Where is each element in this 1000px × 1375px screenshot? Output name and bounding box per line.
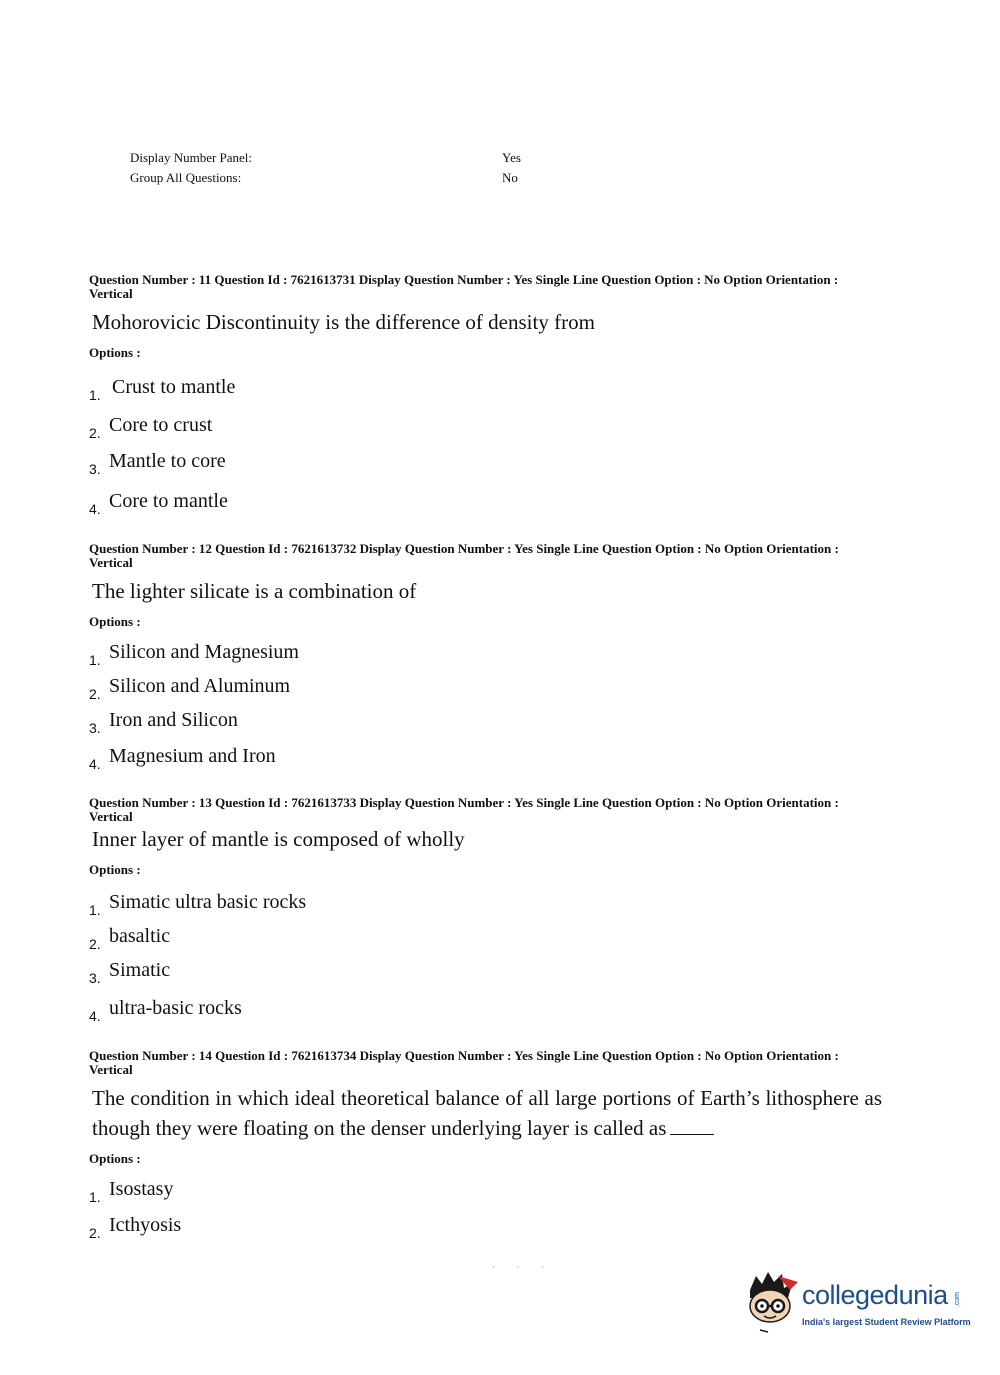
options-label: Options :	[89, 614, 141, 629]
question-meta: Question Number : 14 Question Id : 7621613734 Display Question Number : Yes Single Line Question Option : No Option Orientation : Vertical	[89, 1048, 839, 1077]
options-label: Options :	[89, 1151, 141, 1166]
option-item	[89, 437, 889, 477]
brand-name: collegedunia	[802, 1280, 948, 1310]
settings-row	[130, 148, 521, 168]
option-item	[89, 473, 889, 517]
mascot-icon	[742, 1268, 800, 1338]
brand-suffix: .com	[954, 1292, 961, 1308]
option-number: 2.	[89, 686, 101, 702]
question-text	[92, 1083, 882, 1143]
option-text: Core to crust	[109, 414, 213, 436]
option-item	[89, 1201, 889, 1241]
option-text: Simatic	[109, 959, 171, 981]
question-meta: Question Number : 13 Question Id : 7621613733 Display Question Number : Yes Single Line Question Option : No Option Orientation : Vertical	[89, 795, 839, 824]
brand-tagline: India's largest Student Review Platform	[802, 1317, 971, 1327]
option-number: 3.	[89, 720, 101, 736]
collegedunia-logo	[742, 1268, 972, 1338]
question-block-14	[89, 1048, 889, 1241]
option-text: Crust to mantle	[112, 376, 236, 398]
option-text: basaltic	[109, 925, 171, 947]
option-number: 1.	[89, 902, 101, 918]
option-item	[89, 399, 889, 441]
option-item	[89, 914, 889, 952]
option-number: 4.	[89, 756, 101, 772]
option-number: 1.	[89, 387, 101, 403]
option-item	[89, 630, 889, 668]
option-text: Magnesium and Iron	[109, 745, 276, 767]
question-meta: Question Number : 12 Question Id : 7621613732 Display Question Number : Yes Single Line Question Option : No Option Orientation : Vertical	[89, 541, 839, 570]
option-text: ultra-basic rocks	[109, 997, 242, 1019]
option-text: Simatic ultra basic rocks	[109, 891, 307, 913]
option-text: Silicon and Magnesium	[109, 641, 299, 663]
setting-value: Yes	[502, 150, 521, 165]
option-item	[89, 878, 889, 918]
option-number: 2.	[89, 936, 101, 952]
option-text: Icthyosis	[109, 1214, 182, 1236]
option-text: Silicon and Aluminum	[109, 675, 291, 697]
option-number: 1.	[89, 652, 101, 668]
option-item	[89, 664, 889, 702]
option-number: 4.	[89, 501, 101, 517]
exam-settings	[130, 148, 521, 188]
setting-value: No	[502, 170, 518, 185]
option-item	[89, 698, 889, 736]
option-number: 4.	[89, 1008, 101, 1024]
option-number: 2.	[89, 1225, 101, 1241]
options-label: Options :	[89, 862, 141, 877]
option-text: Core to mantle	[109, 490, 228, 512]
question-text: Mohorovicic Discontinuity is the difference of density from	[92, 310, 595, 334]
answer-blank	[670, 1116, 714, 1135]
option-item	[89, 948, 889, 986]
option-item	[89, 732, 889, 772]
option-text: Mantle to core	[109, 450, 226, 472]
option-item	[89, 1167, 889, 1205]
setting-label: Display Number Panel:	[130, 150, 253, 165]
option-item	[89, 361, 889, 403]
option-number: 3.	[89, 461, 101, 477]
question-text-body: The condition in which ideal theoretical balance of all large portions of Earth’s lithosphere as though they were floating on the denser underlying layer is called as	[92, 1086, 882, 1140]
question-text: The lighter silicate is a combination of	[92, 579, 417, 603]
question-block-11	[89, 272, 889, 517]
question-text: Inner layer of mantle is composed of wholly	[92, 827, 465, 851]
settings-row	[130, 168, 521, 188]
option-item	[89, 982, 889, 1024]
options-label: Options :	[89, 345, 141, 360]
setting-label: Group All Questions:	[130, 170, 242, 185]
scan-dots: · · ·	[492, 1263, 554, 1272]
question-meta: Question Number : 11 Question Id : 7621613731 Display Question Number : Yes Single Line Question Option : No Option Orientation : Vertical	[89, 272, 839, 301]
question-block-13	[89, 795, 889, 1024]
option-text: Isostasy	[109, 1178, 174, 1200]
option-number: 3.	[89, 970, 101, 986]
question-block-12	[89, 541, 889, 772]
option-text: Iron and Silicon	[109, 709, 238, 731]
option-number: 1.	[89, 1189, 101, 1205]
option-number: 2.	[89, 425, 101, 441]
